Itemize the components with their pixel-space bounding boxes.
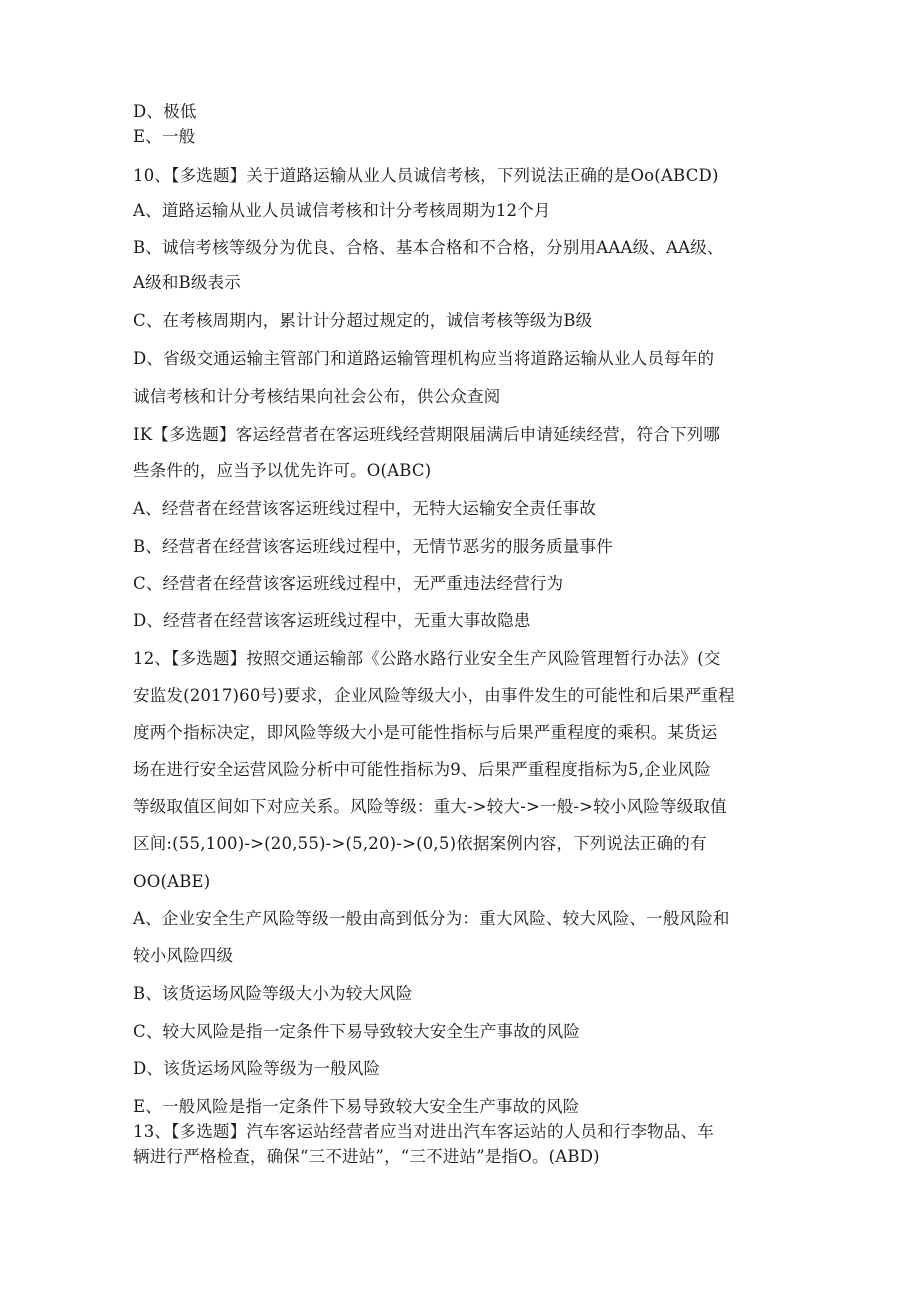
q10-option-a: A、道路运输从业人员诚信考核和计分考核周期为12个月	[133, 201, 551, 220]
question-12-stem-cont-5: 区间:(55,100)->(20,55)->(5,20)->(0,5)依据案例内容，下列说法正确的有	[133, 834, 707, 853]
option-d-line: D、极低	[133, 102, 197, 121]
q10-option-c: C、在考核周期内，累计计分超过规定的，诚信考核等级为B级	[133, 311, 593, 330]
q12-option-c: C、较大风险是指一定条件下易导致较大安全生产事故的风险	[133, 1022, 581, 1041]
q10-option-d-cont: 诚信考核和计分考核结果向社会公布，供公众查阅	[133, 387, 501, 406]
q10-option-b-cont: A级和B级表示	[133, 273, 241, 292]
question-12-stem-cont-2: 度两个指标决定，即风险等级大小是可能性指标与后果严重程度的乘积。某货运	[133, 723, 718, 742]
question-11-stem-cont: 些条件的，应当予以优先许可。O(ABC)	[133, 461, 432, 480]
q12-option-a: A、企业安全生产风险等级一般由高到低分为：重大风险、较大风险、一般风险和	[133, 909, 730, 928]
question-12-stem: 12、【多选题】按照交通运输部《公路水路行业安全生产风险管理暂行办法》(交	[133, 649, 721, 668]
q12-option-d: D、该货运场风险等级为一般风险	[133, 1059, 381, 1078]
q11-option-a: A、经营者在经营该客运班线过程中，无特大运输安全责任事故	[133, 499, 597, 518]
question-13-stem: 13、【多选题】汽车客运站经营者应当对进出汽车客运站的人员和行李物品、车	[133, 1122, 714, 1141]
q11-option-c: C、经营者在经营该客运班线过程中，无严重违法经营行为	[133, 574, 564, 593]
question-12-stem-cont-3: 场在进行安全运营风险分析中可能性指标为9、后果严重程度指标为5,企业风险	[133, 760, 711, 779]
question-12-stem-cont-4: 等级取值区间如下对应关系。风险等级：重大->较大->一般->较小风险等级取值	[133, 797, 727, 816]
question-11-stem: IK【多选题】客运经营者在客运班线经营期限届满后申请延续经营，符合下列哪	[133, 425, 721, 444]
q11-option-d: D、经营者在经营该客运班线过程中，无重大事故隐患	[133, 611, 531, 630]
q12-option-b: B、该货运场风险等级大小为较大风险	[133, 984, 413, 1003]
q12-option-a-cont: 较小风险四级	[133, 946, 234, 965]
option-e-line: E、一般	[133, 127, 196, 146]
q10-option-d: D、省级交通运输主管部门和道路运输管理机构应当将道路运输从业人员每年的	[133, 349, 715, 368]
q12-option-e: E、一般风险是指一定条件下易导致较大安全生产事故的风险	[133, 1097, 580, 1116]
question-12-stem-cont-1: 安监发(2017)60号)要求，企业风险等级大小，由事件发生的可能性和后果严重程	[133, 686, 735, 705]
q11-option-b: B、经营者在经营该客运班线过程中，无情节恶劣的服务质量事件	[133, 537, 613, 556]
q10-option-b: B、诚信考核等级分为优良、合格、基本合格和不合格，分别用AAA级、AA级、	[133, 238, 724, 257]
question-13-stem-cont: 辆进行严格检查，确保“三不进站”，“三不进站”是指O。(ABD)	[133, 1147, 600, 1166]
question-10-stem: 10、【多选题】关于道路运输从业人员诚信考核，下列说法正确的是Oo(ABCD)	[133, 166, 719, 185]
question-12-answer: OO(ABE)	[133, 872, 211, 891]
